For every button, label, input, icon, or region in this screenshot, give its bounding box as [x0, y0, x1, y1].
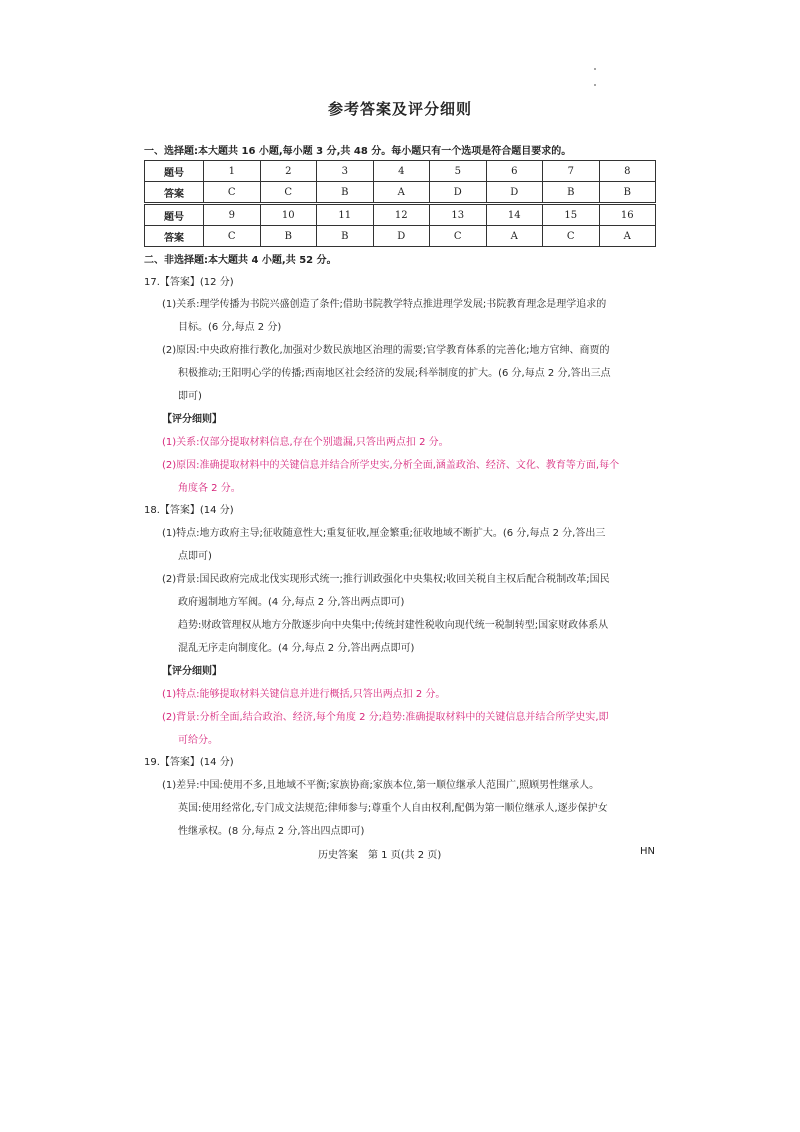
- row-label: 答案: [145, 182, 204, 203]
- section-1-heading: 一、选择题:本大题共 16 小题,每小题 3 分,共 48 分。每小题只有一个选项是符合题目要求的。: [144, 146, 572, 157]
- q18-line: 混乱无序走向制度化。(4 分,每点 2 分,答出两点即可): [178, 643, 415, 654]
- table-cell: 12: [373, 205, 430, 226]
- q18-heading: 18.【答案】(14 分): [144, 505, 234, 516]
- table-cell: D: [373, 226, 430, 247]
- q17-rubric-heading: 【评分细则】: [162, 414, 222, 425]
- answer-table-1: [144, 160, 656, 203]
- table-cell: B: [260, 226, 317, 247]
- q18-rubric-line: 可给分。: [178, 735, 218, 746]
- table-cell: D: [430, 182, 487, 203]
- section-2-heading: 二、非选择题:本大题共 4 小题,共 52 分。: [144, 255, 337, 266]
- table-row: [145, 226, 656, 247]
- table-cell: 10: [260, 205, 317, 226]
- q18-line: 点即可): [178, 551, 212, 562]
- scan-speck: [594, 84, 596, 86]
- row-label: 答案: [145, 226, 204, 247]
- table-cell: 11: [317, 205, 374, 226]
- table-cell: 1: [204, 161, 261, 182]
- footer-code: HN: [640, 846, 655, 857]
- table-cell: 5: [430, 161, 487, 182]
- page-footer: 历史答案 第 1 页(共 2 页): [318, 850, 442, 861]
- q18-line: (1)特点:地方政府主导;征收随意性大;重复征收,厘金繁重;征收地域不断扩大。(6 分,每点 2 分,答出三: [162, 528, 606, 539]
- q19-line: 英国:使用经常化,专门成文法规范;律师参与;尊重个人自由权利,配偶为第一顺位继承人,逐步保护女: [178, 803, 608, 814]
- q18-rubric-line: (1)特点:能够提取材料关键信息并进行概括,只答出两点扣 2 分。: [162, 689, 446, 700]
- table-row: [145, 161, 656, 182]
- q19-line: (1)差异:中国:使用不多,且地域不平衡;家族协商;家族本位,第一顺位继承人范围广,照顾男性继承人。: [162, 780, 600, 791]
- q19-heading: 19.【答案】(14 分): [144, 757, 234, 768]
- q18-rubric-line: (2)背景:分析全面,结合政治、经济,每个角度 2 分;趋势:准确提取材料中的关键信息并结合所学史实,即: [162, 712, 609, 723]
- q18-line: (2)背景:国民政府完成北伐实现形式统一;推行训政强化中央集权;收回关税自主权后配合税制改革;国民: [162, 574, 610, 585]
- table-cell: 3: [317, 161, 374, 182]
- q17-line: 目标。(6 分,每点 2 分): [178, 322, 282, 333]
- table-cell: D: [486, 182, 543, 203]
- table-cell: B: [543, 182, 600, 203]
- q17-line: (1)关系:理学传播为书院兴盛创造了条件;借助书院教学特点推进理学发展;书院教育理念是理学追求的: [162, 299, 607, 310]
- table-cell: A: [373, 182, 430, 203]
- q18-rubric-heading: 【评分细则】: [162, 666, 222, 677]
- row-label: 题号: [145, 161, 204, 182]
- q18-line: 趋势:财政管理权从地方分散逐步向中央集中;传统封建性税收向现代统一税制转型;国家财政体系从: [178, 620, 609, 631]
- table-cell: C: [430, 226, 487, 247]
- page-title: 参考答案及评分细则: [327, 100, 472, 118]
- q19-line: 性继承权。(8 分,每点 2 分,答出四点即可): [178, 826, 365, 837]
- q17-line: 积极推动;王阳明心学的传播;西南地区社会经济的发展;科举制度的扩大。(6 分,每点 2 分,答出三点: [178, 368, 611, 379]
- table-cell: 14: [486, 205, 543, 226]
- q17-rubric-line: 角度各 2 分。: [178, 483, 241, 494]
- table-cell: 16: [599, 205, 656, 226]
- q18-line: 政府遏制地方军阀。(4 分,每点 2 分,答出两点即可): [178, 597, 405, 608]
- table-cell: B: [599, 182, 656, 203]
- table-cell: C: [260, 182, 317, 203]
- table-cell: 9: [204, 205, 261, 226]
- table-cell: 6: [486, 161, 543, 182]
- table-cell: C: [204, 226, 261, 247]
- q17-rubric-line: (2)原因:准确提取材料中的关键信息并结合所学史实,分析全面,涵盖政治、经济、文化、教育等方面,每个: [162, 460, 620, 471]
- table-cell: 8: [599, 161, 656, 182]
- row-label: 题号: [145, 205, 204, 226]
- table-cell: A: [486, 226, 543, 247]
- table-cell: 7: [543, 161, 600, 182]
- table-cell: B: [317, 182, 374, 203]
- table-row: [145, 182, 656, 203]
- table-cell: 15: [543, 205, 600, 226]
- table-cell: A: [599, 226, 656, 247]
- table-row: [145, 205, 656, 226]
- table-cell: 2: [260, 161, 317, 182]
- table-cell: C: [543, 226, 600, 247]
- q17-line: 即可): [178, 391, 202, 402]
- table-cell: B: [317, 226, 374, 247]
- table-cell: 13: [430, 205, 487, 226]
- table-cell: 4: [373, 161, 430, 182]
- q17-rubric-line: (1)关系:仅部分提取材料信息,存在个别遗漏,只答出两点扣 2 分。: [162, 437, 449, 448]
- q17-heading: 17.【答案】(12 分): [144, 277, 234, 288]
- scan-speck: [594, 68, 596, 70]
- q17-line: (2)原因:中央政府推行教化,加强对少数民族地区治理的需要;官学教育体系的完善化;地方官绅、商贾的: [162, 345, 610, 356]
- answer-table-2: [144, 204, 656, 247]
- table-cell: C: [204, 182, 261, 203]
